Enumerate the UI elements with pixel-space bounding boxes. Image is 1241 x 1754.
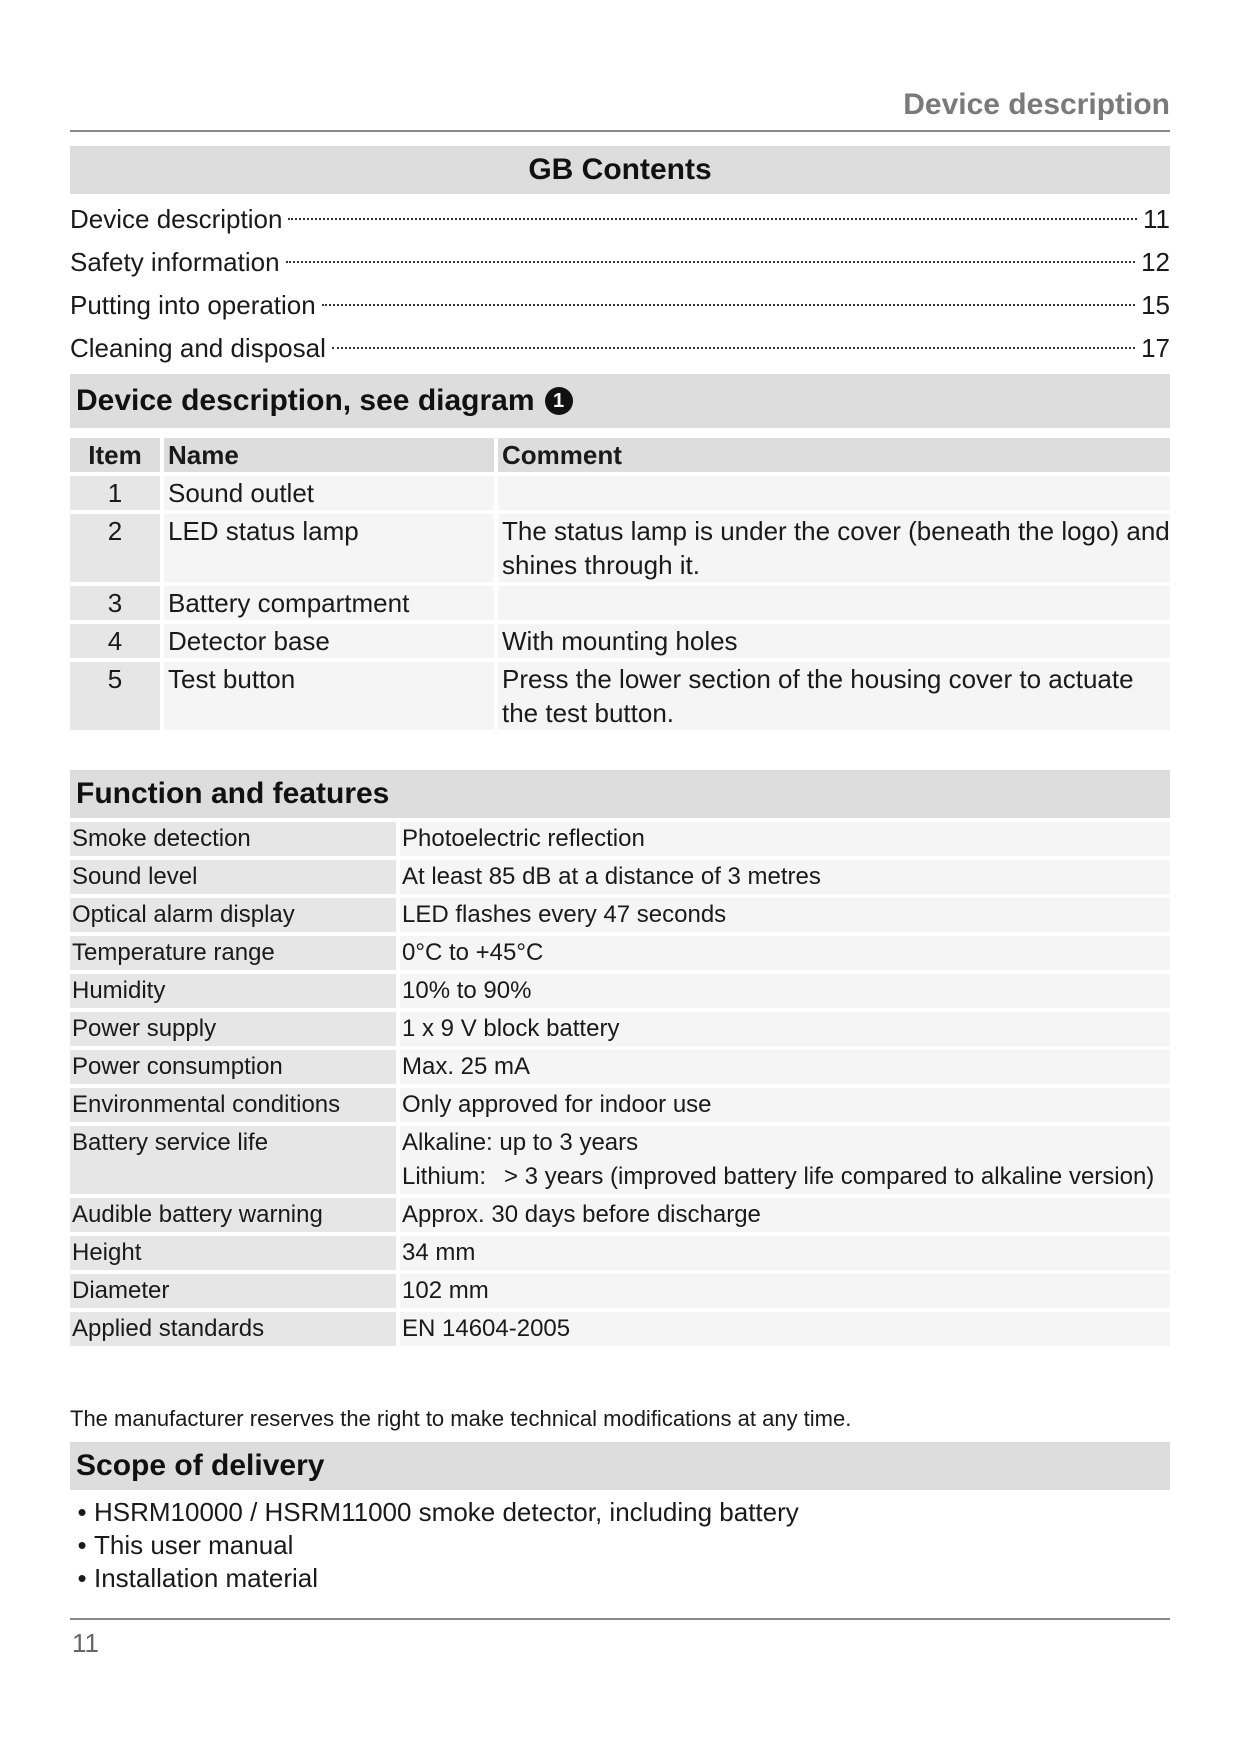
table-row [70, 1126, 1170, 1194]
table-row [70, 1012, 1170, 1046]
toc-entry-label: Cleaning and disposal [70, 333, 326, 363]
toc-entry[interactable] [70, 241, 1170, 284]
item-comment: With mounting holes [498, 624, 1170, 658]
list-item-text: HSRM10000 / HSRM11000 smoke detector, including battery [94, 1497, 799, 1527]
table-row [70, 1236, 1170, 1270]
toc-entry-page: 17 [1141, 333, 1170, 363]
spec-value: Max. 25 mA [400, 1050, 1170, 1084]
column-header-name: Name [164, 438, 494, 472]
page-number: 11 [72, 1628, 99, 1658]
running-header: Device description [903, 88, 1170, 121]
table-row [70, 624, 1170, 658]
table-row [70, 936, 1170, 970]
delivery-heading: Scope of delivery [70, 1442, 1170, 1490]
table-row [70, 1274, 1170, 1308]
item-name: Test button [164, 662, 494, 730]
spec-value: At least 85 dB at a distance of 3 metres [400, 860, 1170, 894]
toc-leader-dots [286, 261, 1136, 263]
column-header-item: Item [70, 438, 160, 472]
spec-value: Approx. 30 days before discharge [400, 1198, 1170, 1232]
table-row [70, 1088, 1170, 1122]
toc-entry[interactable] [70, 327, 1170, 370]
toc-entry-label: Putting into operation [70, 290, 316, 320]
table-row [70, 1198, 1170, 1232]
battery-lithium-value: > 3 years (improved battery life compared to alkaline version) [504, 1163, 1155, 1190]
item-comment: Press the lower section of the housing cover to actuate the test button. [498, 662, 1170, 730]
spec-label: Sound level [70, 860, 396, 894]
spec-value: LED flashes every 47 seconds [400, 898, 1170, 932]
toc-leader-dots [322, 304, 1135, 306]
bullet-icon: • [77, 1530, 87, 1560]
spec-value: EN 14604-2005 [400, 1312, 1170, 1346]
battery-lithium-key: Lithium: [402, 1163, 487, 1190]
item-name: Battery compartment [164, 586, 494, 620]
spec-label: Height [70, 1236, 396, 1270]
item-number: 2 [70, 514, 160, 582]
spec-label: Optical alarm display [70, 898, 396, 932]
list-item [70, 1529, 799, 1562]
table-row [70, 860, 1170, 894]
table-row [70, 586, 1170, 620]
toc-entry-label: Safety information [70, 247, 280, 277]
toc-entry[interactable] [70, 198, 1170, 241]
toc-leader-dots [332, 347, 1135, 349]
delivery-list [70, 1496, 799, 1595]
spec-value [400, 1126, 1170, 1194]
footer-rule [70, 1618, 1170, 1620]
item-name: Sound outlet [164, 476, 494, 510]
item-number: 5 [70, 662, 160, 730]
spec-label: Applied standards [70, 1312, 396, 1346]
spec-label: Diameter [70, 1274, 396, 1308]
table-row [70, 514, 1170, 582]
features-table [70, 822, 1170, 1350]
list-item [70, 1496, 799, 1529]
toc-entry-label: Device description [70, 204, 283, 234]
spec-value: Photoelectric reflection [400, 822, 1170, 856]
spec-value: 34 mm [400, 1236, 1170, 1270]
features-heading: Function and features [70, 770, 1170, 818]
spec-value: 102 mm [400, 1274, 1170, 1308]
spec-value: Only approved for indoor use [400, 1088, 1170, 1122]
item-comment: The status lamp is under the cover (beneath the logo) and shines through it. [498, 514, 1170, 582]
spec-value: 1 x 9 V block battery [400, 1012, 1170, 1046]
spec-value: 0°C to +45°C [400, 936, 1170, 970]
column-header-comment: Comment [498, 438, 1170, 472]
table-of-contents [70, 198, 1170, 370]
spec-label: Temperature range [70, 936, 396, 970]
list-item-text: This user manual [94, 1530, 294, 1560]
spec-label: Environmental conditions [70, 1088, 396, 1122]
toc-entry-page: 12 [1141, 247, 1170, 277]
header-rule [70, 130, 1170, 132]
table-header-row [70, 438, 1170, 472]
diagram-number-icon: 1 [545, 387, 573, 415]
bullet-icon: • [77, 1563, 87, 1593]
item-number: 4 [70, 624, 160, 658]
battery-alkaline: Alkaline: up to 3 years [402, 1129, 639, 1156]
device-description-heading [70, 374, 1170, 428]
spec-value: 10% to 90% [400, 974, 1170, 1008]
item-number: 1 [70, 476, 160, 510]
table-row [70, 898, 1170, 932]
battery-lithium [402, 1160, 1170, 1194]
table-row [70, 662, 1170, 730]
spec-label: Smoke detection [70, 822, 396, 856]
spec-label: Power consumption [70, 1050, 396, 1084]
item-comment [498, 476, 1170, 510]
list-item-text: Installation material [94, 1563, 318, 1593]
spec-label: Humidity [70, 974, 396, 1008]
table-row [70, 822, 1170, 856]
toc-entry-page: 11 [1143, 204, 1170, 234]
item-number: 3 [70, 586, 160, 620]
list-item [70, 1562, 799, 1595]
table-row [70, 974, 1170, 1008]
toc-leader-dots [288, 218, 1137, 220]
item-name: Detector base [164, 624, 494, 658]
bullet-icon: • [77, 1497, 87, 1527]
toc-entry-page: 15 [1141, 290, 1170, 320]
item-name: LED status lamp [164, 514, 494, 582]
table-row [70, 476, 1170, 510]
modification-note: The manufacturer reserves the right to make technical modifications at any time. [70, 1406, 852, 1431]
spec-label: Power supply [70, 1012, 396, 1046]
toc-entry[interactable] [70, 284, 1170, 327]
device-items-table [70, 438, 1170, 734]
table-row [70, 1312, 1170, 1346]
spec-label: Battery service life [70, 1126, 396, 1194]
item-comment [498, 586, 1170, 620]
table-row [70, 1050, 1170, 1084]
device-description-title: Device description, see diagram [76, 384, 535, 417]
spec-label: Audible battery warning [70, 1198, 396, 1232]
contents-title: GB Contents [70, 146, 1170, 194]
